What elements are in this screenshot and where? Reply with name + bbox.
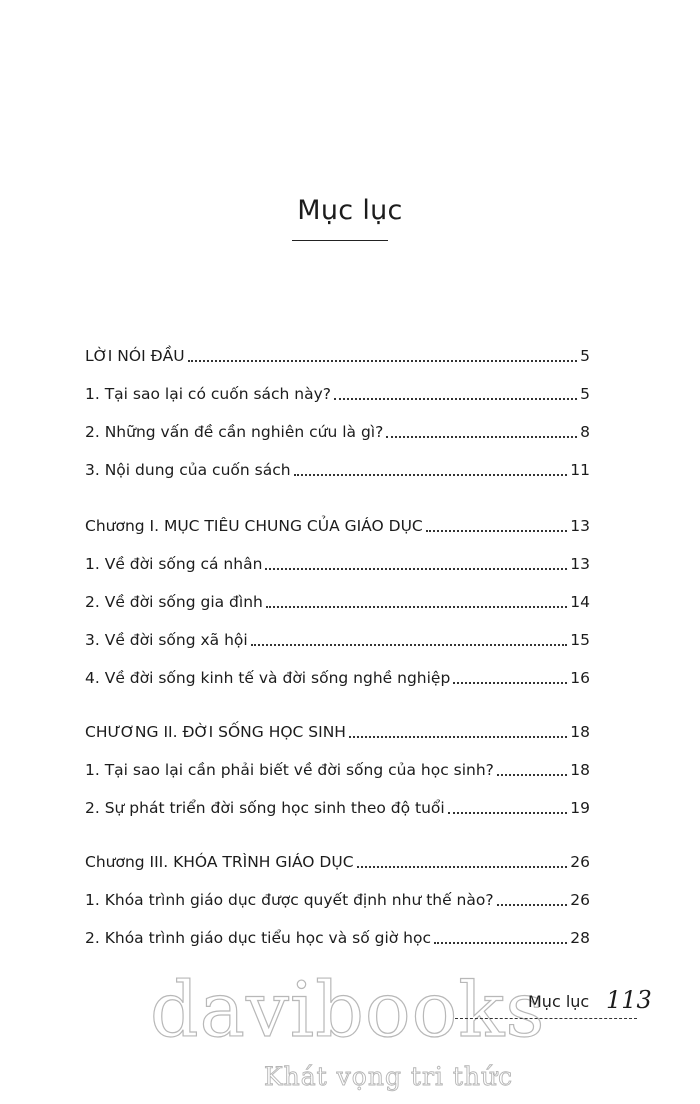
toc-entry xyxy=(85,588,590,612)
toc-entry-label: 1. Về đời sống cá nhân xyxy=(85,555,263,573)
toc-entry-page: 19 xyxy=(570,799,590,817)
dot-leader xyxy=(453,682,567,684)
toc-entry-page: 8 xyxy=(580,423,590,441)
dot-leader xyxy=(448,812,568,814)
toc-entry xyxy=(85,718,590,742)
toc-entry xyxy=(85,886,590,910)
toc-entry-label: 2. Những vấn đề cần nghiên cứu là gì? xyxy=(85,423,384,441)
toc-entry-label: 1. Tại sao lại có cuốn sách này? xyxy=(85,385,332,403)
toc-entry xyxy=(85,794,590,818)
watermark-tagline: Khát vọng tri thức xyxy=(264,1062,514,1091)
toc-entry-page: 5 xyxy=(580,385,590,403)
dot-leader xyxy=(251,644,568,646)
toc-entry xyxy=(85,664,590,688)
toc-entry xyxy=(85,848,590,872)
toc-entry-page: 13 xyxy=(570,555,590,573)
page-number: 113 xyxy=(606,986,652,1014)
toc-entry-page: 14 xyxy=(570,593,590,611)
toc-entry-page: 5 xyxy=(580,347,590,365)
toc-entry-label: CHƯƠNG II. ĐỜI SỐNG HỌC SINH xyxy=(85,723,346,741)
dot-leader xyxy=(426,530,568,532)
toc-entry xyxy=(85,756,590,780)
toc-entry-page: 18 xyxy=(570,761,590,779)
footer-rule xyxy=(455,1018,637,1019)
toc-entry xyxy=(85,418,590,442)
toc-entry-label: 4. Về đời sống kinh tế và đời sống nghề nghiệp xyxy=(85,669,451,687)
table-of-contents xyxy=(85,0,590,1104)
toc-entry xyxy=(85,380,590,404)
toc-entry-label: 3. Nội dung của cuốn sách xyxy=(85,461,291,479)
toc-entry xyxy=(85,512,590,536)
toc-entry xyxy=(85,924,590,948)
toc-entry-page: 26 xyxy=(570,853,590,871)
watermark-brand: davibooks xyxy=(150,965,546,1054)
toc-entry-label: 2. Khóa trình giáo dục tiểu học và số giờ học xyxy=(85,929,432,947)
toc-entry-page: 15 xyxy=(570,631,590,649)
toc-entry xyxy=(85,456,590,480)
toc-entry-page: 18 xyxy=(570,723,590,741)
dot-leader xyxy=(188,360,578,362)
dot-leader xyxy=(266,606,567,608)
toc-entry-page: 11 xyxy=(570,461,590,479)
toc-entry-label: 1. Tại sao lại cần phải biết về đời sống của học sinh? xyxy=(85,761,494,779)
dot-leader xyxy=(386,436,577,438)
toc-entry-page: 16 xyxy=(570,669,590,687)
dot-leader xyxy=(349,736,567,738)
dot-leader xyxy=(357,866,568,868)
toc-entry-label: Chương III. KHÓA TRÌNH GIÁO DỤC xyxy=(85,853,354,871)
toc-entry-page: 13 xyxy=(570,517,590,535)
toc-entry-page: 28 xyxy=(570,929,590,947)
page-title: Mục lục xyxy=(297,195,403,226)
toc-entry-label: 1. Khóa trình giáo dục được quyết định như thế nào? xyxy=(85,891,494,909)
dot-leader xyxy=(265,568,567,570)
dot-leader xyxy=(334,398,577,400)
toc-entry xyxy=(85,342,590,366)
dot-leader xyxy=(497,904,568,906)
toc-entry xyxy=(85,550,590,574)
toc-entry-label: 2. Về đời sống gia đình xyxy=(85,593,263,611)
toc-entry-label: 2. Sự phát triển đời sống học sinh theo độ tuổi xyxy=(85,799,445,817)
dot-leader xyxy=(434,942,567,944)
toc-entry-label: 3. Về đời sống xã hội xyxy=(85,631,248,649)
toc-entry-label: LỜI NÓI ĐẦU xyxy=(85,347,185,365)
dot-leader xyxy=(294,474,568,476)
toc-entry-label: Chương I. MỤC TIÊU CHUNG CỦA GIÁO DỤC xyxy=(85,517,423,535)
toc-entry-page: 26 xyxy=(570,891,590,909)
toc-entry xyxy=(85,626,590,650)
dot-leader xyxy=(497,774,567,776)
running-footer-label: Mục lục xyxy=(528,992,590,1011)
